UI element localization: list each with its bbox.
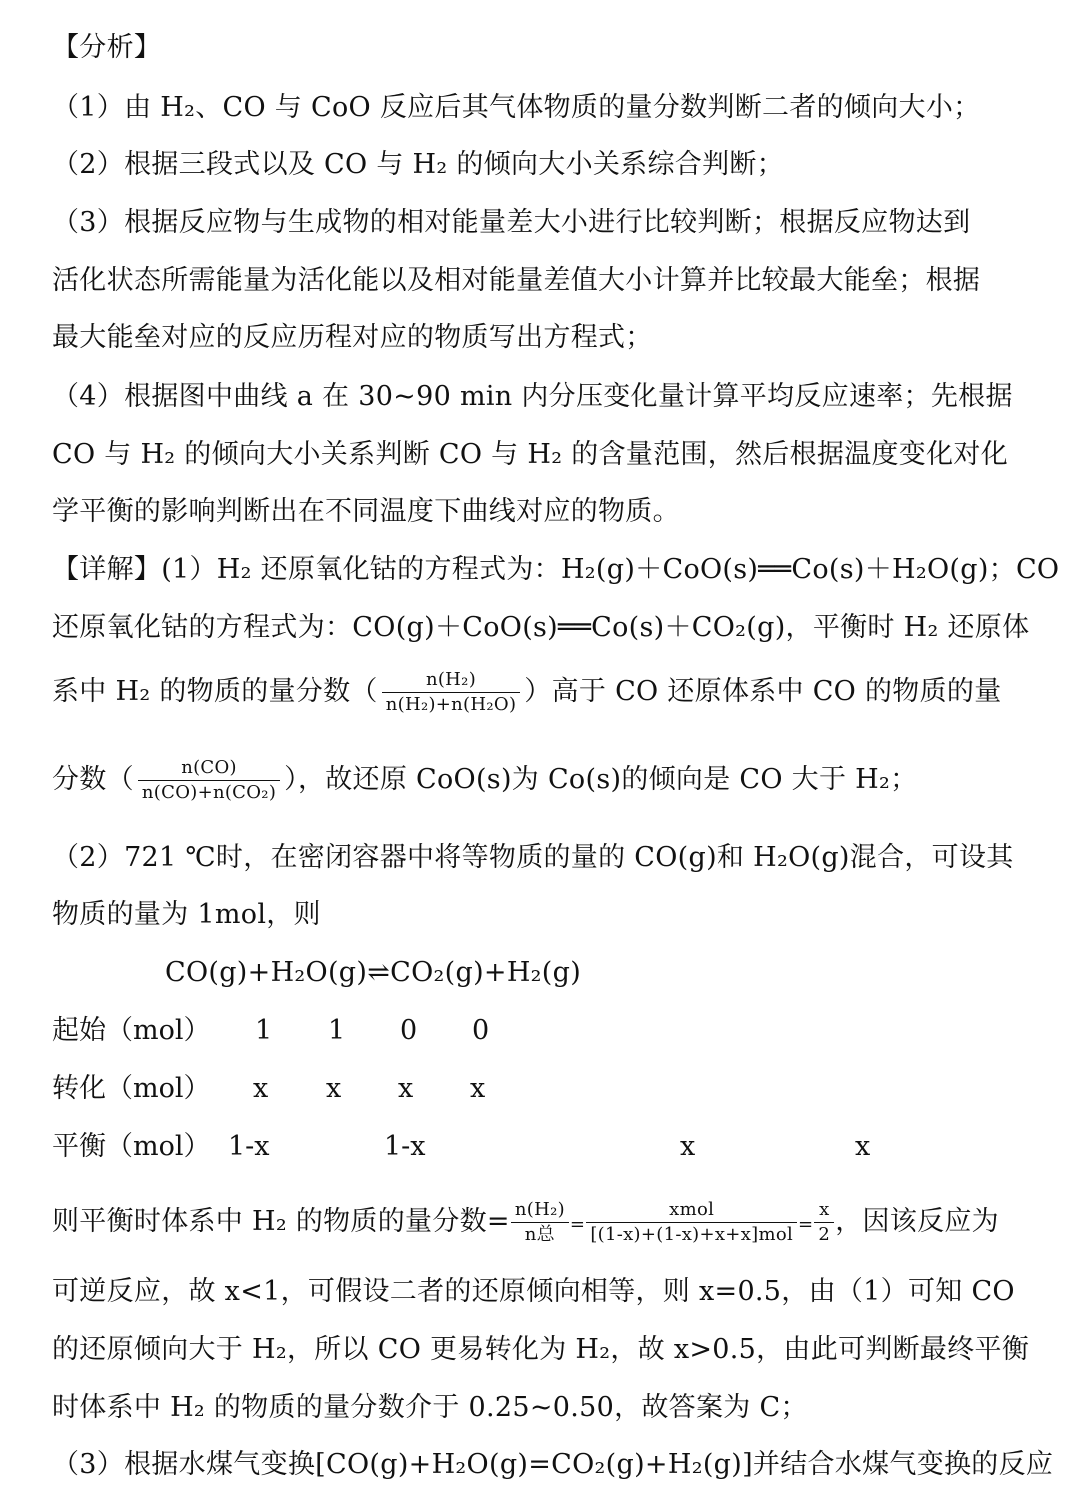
co-fraction-numerator: n(CO) (181, 757, 237, 778)
conclusion-line-5: （3）根据水煤气变换[CO(g)+H₂O(g)=CO₂(g)+H₂(g)]并结合水煤气变换的反应 (52, 1449, 1054, 1480)
detail-line-2: 还原氧化钴的方程式为：CO(g)＋CoO(s)══Co(s)＋CO₂(g)，平衡时 H₂ 还原体 (52, 612, 1030, 643)
conclusion-line-4: 时体系中 H₂ 的物质的量分数介于 0.25~0.50，故答案为 C； (52, 1392, 808, 1423)
detail-line-4-start: 分数（ (52, 764, 134, 795)
analysis-point-3-line-2: 活化状态所需能量为活化能以及相对能量差值大小计算并比较最大能垒；根据 (52, 265, 981, 296)
table-row-change-v4: x (470, 1073, 486, 1104)
mole-expression-numerator: xmol (669, 1199, 715, 1220)
analysis-point-4-line-2: CO 与 H₂ 的倾向大小关系判断 CO 与 H₂ 的含量范围，然后根据温度变化对化 (52, 439, 1009, 470)
analysis-point-3-line-3: 最大能垒对应的反应历程对应的物质写出方程式； (52, 322, 653, 353)
equals-sign-2: = (798, 1214, 814, 1235)
mole-fraction-ratio-numerator: n(H₂) (514, 1199, 565, 1220)
equals-sign-1: = (569, 1214, 586, 1235)
conclusion-line-3: 的还原倾向大于 H₂，所以 CO 更易转化为 H₂，故 x>0.5，由此可判断最终平衡 (52, 1334, 1030, 1365)
detail-line-5: （2）721 ℃时，在密闭容器中将等物质的量的 CO(g)和 H₂O(g)混合，可设其 (52, 842, 1014, 873)
table-row-change-v2: x (326, 1073, 342, 1104)
water-gas-equation: CO(g)+H₂O(g)⇌CO₂(g)+H₂(g) (165, 957, 582, 988)
table-row-change-v3: x (398, 1073, 414, 1104)
conclusion-line-2: 可逆反应，故 x<1，可假设二者的还原倾向相等，则 x=0.5，由（1）可知 CO (52, 1276, 1015, 1307)
analysis-point-3-line-1: （3）根据反应物与生成物的相对能量差大小进行比较判断；根据反应物达到 (52, 207, 971, 238)
detail-line-3-end: ）高于 CO 还原体系中 CO 的物质的量 (524, 676, 1002, 707)
table-row-equilibrium-v2: 1-x (384, 1131, 426, 1162)
detail-line-3 (52, 668, 1040, 717)
table-row-equilibrium-v3: x (680, 1131, 696, 1162)
table-row-start-v4: 0 (472, 1015, 490, 1046)
conclusion-line-1 (52, 1198, 1040, 1247)
detail-line-6: 物质的量为 1mol，则 (52, 899, 321, 930)
detail-line-1: 【详解】(1）H₂ 还原氧化钴的方程式为：H₂(g)＋CoO(s)══Co(s)＋H₂O(g)；CO (52, 554, 1060, 585)
co-fraction (138, 756, 280, 805)
mole-fraction-ratio-denominator: n总 (511, 1222, 569, 1247)
table-row-change-label: 转化（mol） (52, 1073, 211, 1104)
analysis-point-4-line-3: 学平衡的影响判断出在不同温度下曲线对应的物质。 (52, 496, 680, 527)
half-x-numerator: x (819, 1199, 830, 1220)
analysis-heading: 【分析】 (52, 32, 162, 63)
co-fraction-denominator: n(CO)+n(CO₂) (138, 780, 280, 805)
table-row-start-v2: 1 (328, 1015, 346, 1046)
conclusion-line-1-start: 则平衡时体系中 H₂ 的物质的量分数= (52, 1206, 510, 1237)
h2-fraction (382, 668, 521, 717)
table-row-equilibrium-v4: x (855, 1131, 871, 1162)
half-x-denominator: 2 (814, 1222, 834, 1247)
h2-fraction-numerator: n(H₂) (425, 669, 477, 690)
table-row-change-v1: x (253, 1073, 269, 1104)
table-row-start-v3: 0 (400, 1015, 418, 1046)
conclusion-line-1-end: ，因该反应为 (835, 1206, 999, 1237)
table-row-start-v1: 1 (255, 1015, 273, 1046)
mole-fraction-ratio (511, 1198, 569, 1247)
detail-line-3-start: 系中 H₂ 的物质的量分数（ (52, 676, 378, 707)
analysis-point-1: （1）由 H₂、CO 与 CoO 反应后其气体物质的量分数判断二者的倾向大小； (52, 92, 981, 123)
table-row-equilibrium-v1: 1-x (228, 1131, 270, 1162)
h2-fraction-denominator: n(H₂)+n(H₂O) (382, 692, 521, 717)
detail-line-4 (52, 756, 1040, 805)
detail-line-4-end: ），故还原 CoO(s)为 Co(s)的倾向是 CO 大于 H₂； (284, 764, 918, 795)
mole-expression-denominator: [(1-x)+(1-x)+x+x]mol (586, 1222, 797, 1247)
analysis-point-2: （2）根据三段式以及 CO 与 H₂ 的倾向大小关系综合判断； (52, 149, 784, 180)
table-row-equilibrium-label: 平衡（mol） (52, 1131, 211, 1162)
half-x-fraction (814, 1198, 834, 1247)
mole-expression-fraction (586, 1198, 797, 1247)
analysis-point-4-line-1: （4）根据图中曲线 a 在 30~90 min 内分压变化量计算平均反应速率；先根据 (52, 381, 1013, 412)
table-row-start-label: 起始（mol） (52, 1015, 211, 1046)
